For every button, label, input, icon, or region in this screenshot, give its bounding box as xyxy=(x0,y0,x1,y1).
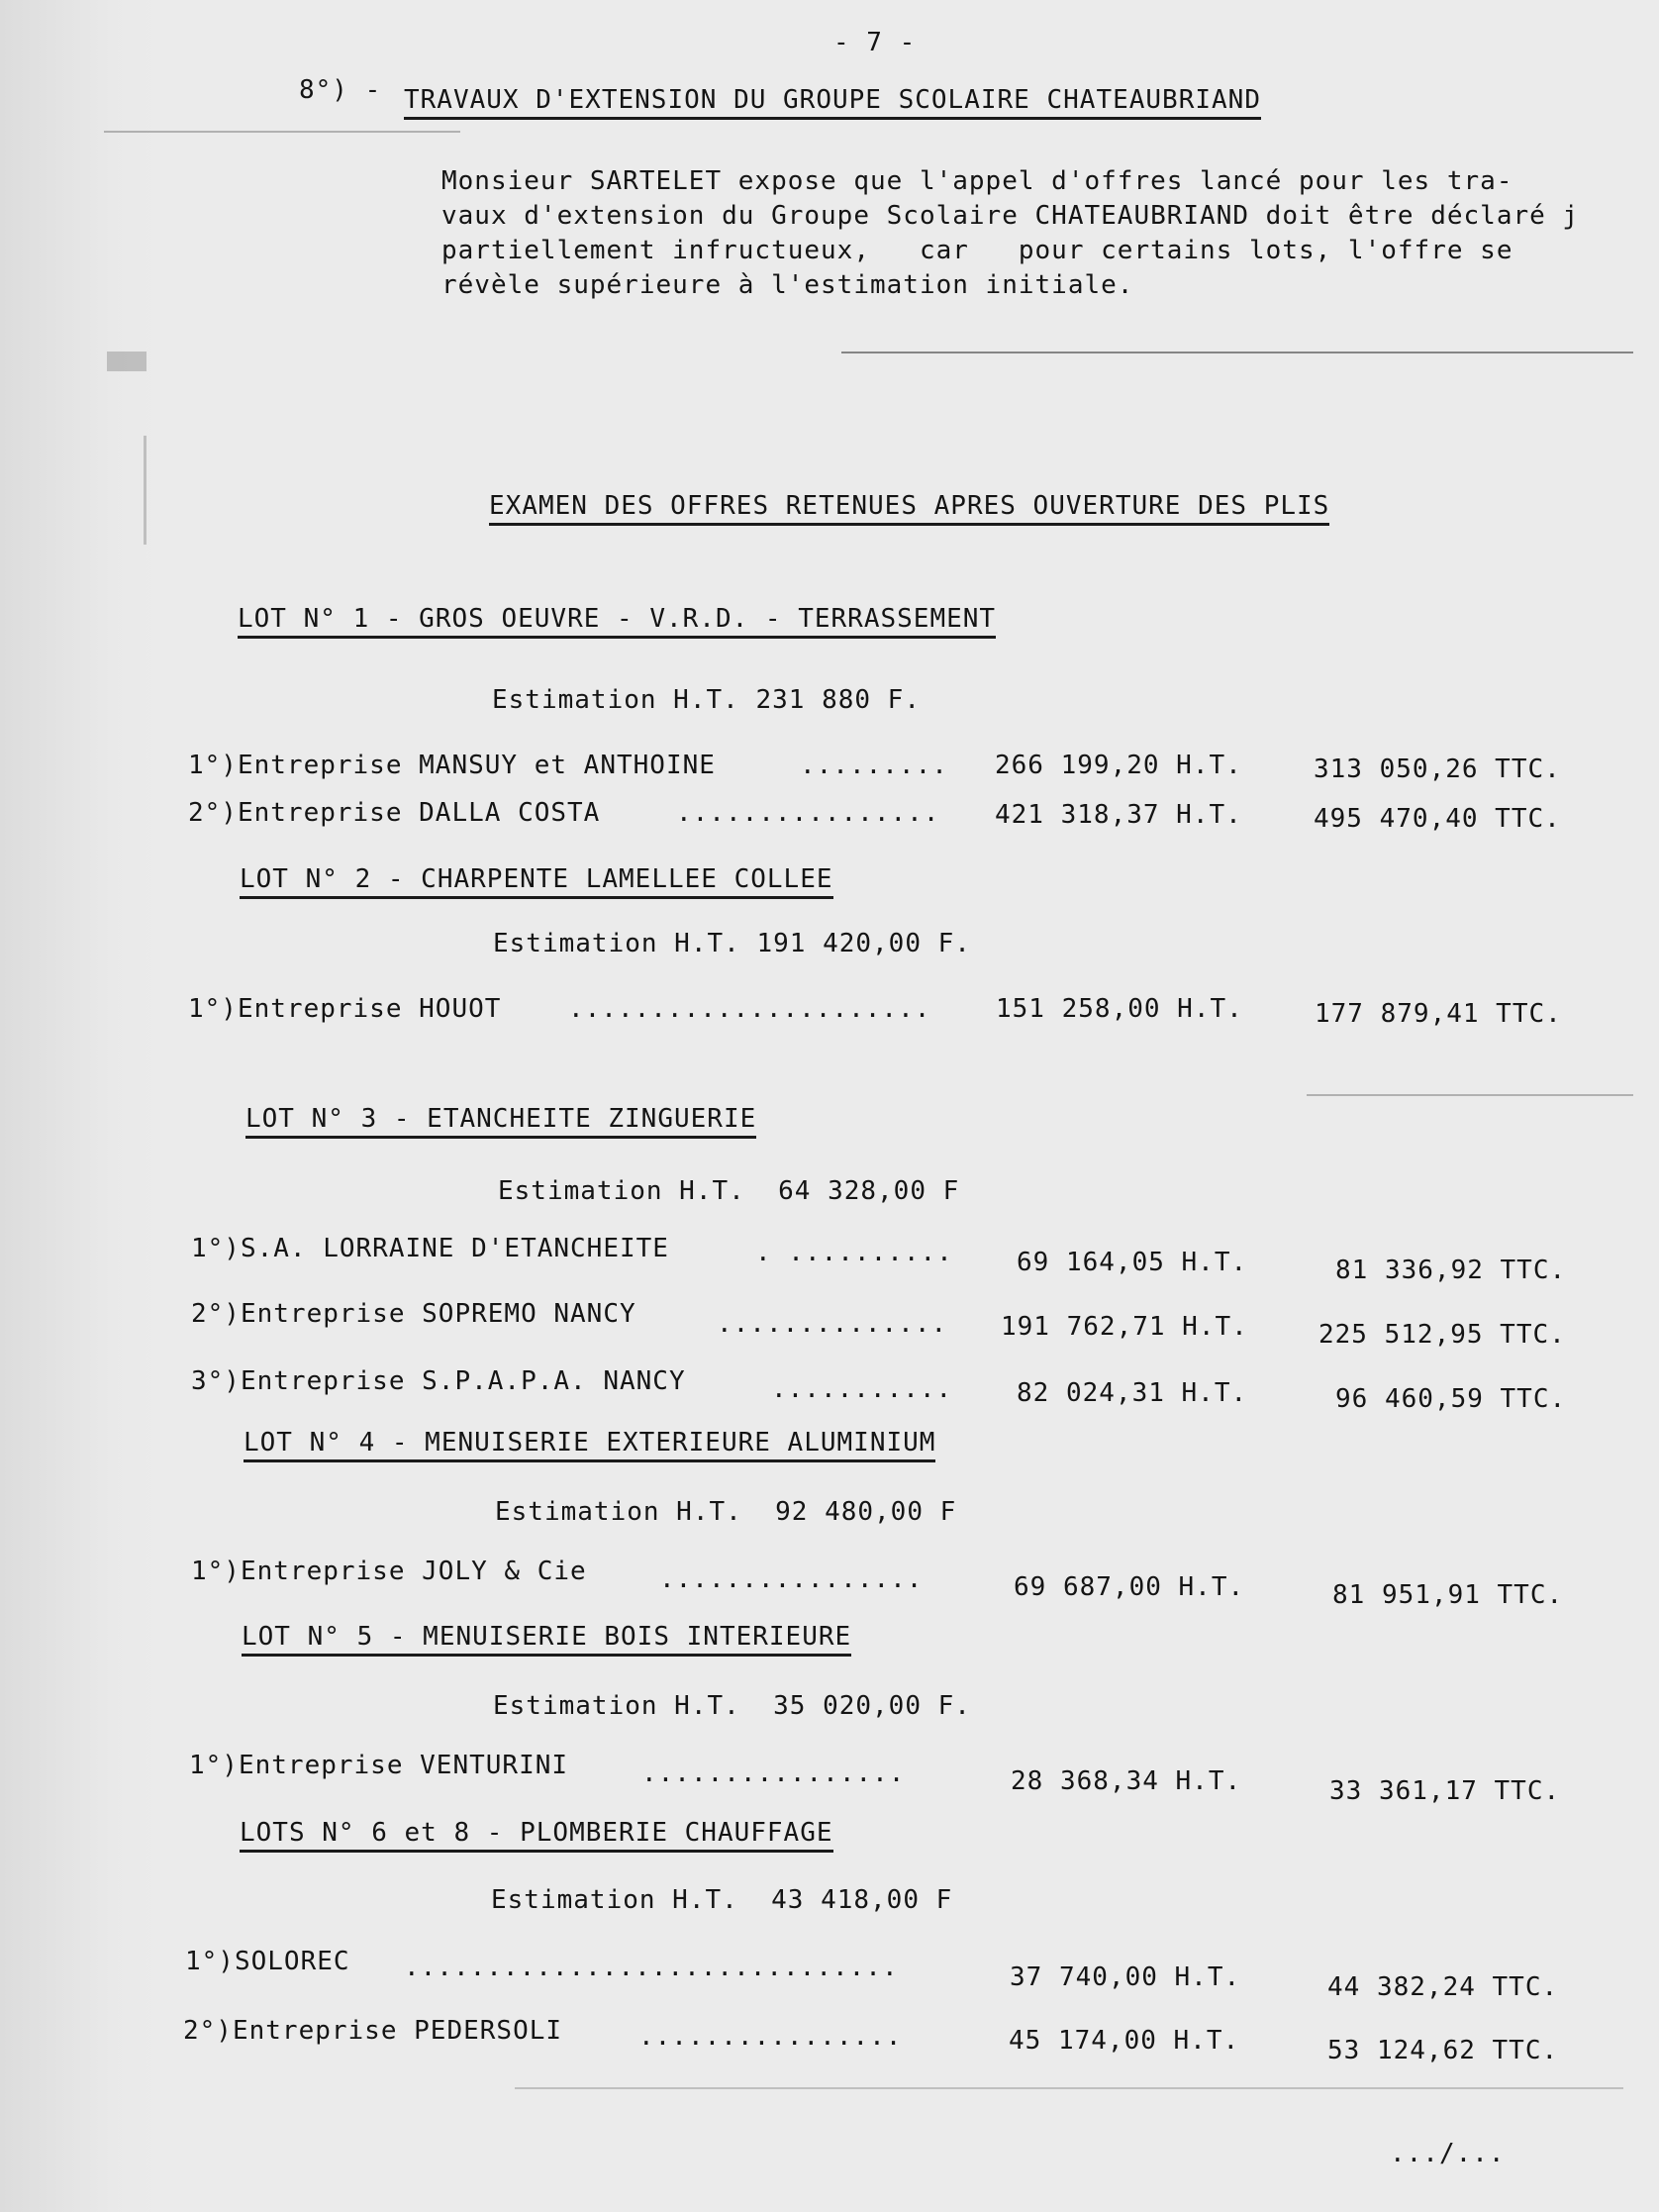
offer-name: 1°)SOLOREC xyxy=(185,1947,350,1976)
offer-ht: 191 762,71 H.T. xyxy=(1001,1312,1248,1342)
exam-title: EXAMEN DES OFFRES RETENUES APRES OUVERTURE DES PLIS xyxy=(489,491,1329,526)
intro-paragraph xyxy=(441,164,1619,303)
offer-ht: 28 368,34 H.T. xyxy=(1011,1766,1242,1796)
offer-ttc: 81 336,92 TTC. xyxy=(1335,1256,1567,1285)
paragraph-line: Monsieur SARTELET expose que l'appel d'offres lancé pour les tra- xyxy=(441,166,1513,196)
offer-leader: ................ xyxy=(638,2022,903,2052)
section-number: 8°) - xyxy=(299,75,382,105)
paragraph-line: révèle supérieure à l'estimation initiale. xyxy=(441,270,1134,300)
offer-leader: ................ xyxy=(641,1759,906,1788)
offer-ht: 45 174,00 H.T. xyxy=(1009,2026,1240,2056)
offer-name: 2°)Entreprise SOPREMO NANCY xyxy=(191,1299,636,1329)
fold-line xyxy=(515,2087,1623,2089)
scan-artifact xyxy=(107,352,146,371)
offer-ttc: 33 361,17 TTC. xyxy=(1329,1776,1561,1806)
lot-title: LOTS N° 6 et 8 - PLOMBERIE CHAUFFAGE xyxy=(240,1818,833,1853)
offer-ht: 151 258,00 H.T. xyxy=(996,994,1243,1024)
offer-ht: 266 199,20 H.T. xyxy=(995,751,1242,780)
offer-ht: 37 740,00 H.T. xyxy=(1010,1962,1241,1992)
offer-name: 2°)Entreprise DALLA COSTA xyxy=(188,798,601,828)
offer-name: 1°)Entreprise JOLY & Cie xyxy=(191,1557,587,1586)
lot-estimation: Estimation H.T. 191 420,00 F. xyxy=(493,929,971,958)
offer-ht: 82 024,31 H.T. xyxy=(1017,1378,1248,1408)
offer-ttc: 96 460,59 TTC. xyxy=(1335,1384,1567,1414)
offer-name: 1°)S.A. LORRAINE D'ETANCHEITE xyxy=(191,1234,669,1263)
offer-name: 1°)Entreprise VENTURINI xyxy=(189,1751,569,1780)
lot-estimation: Estimation H.T. 43 418,00 F xyxy=(491,1885,953,1915)
scan-shadow xyxy=(0,0,158,2212)
lot-estimation: Estimation H.T. 35 020,00 F. xyxy=(493,1691,971,1721)
fold-line xyxy=(1307,1094,1633,1096)
lot-title: LOT N° 4 - MENUISERIE EXTERIEURE ALUMINIUM xyxy=(244,1428,935,1462)
offer-name: 2°)Entreprise PEDERSOLI xyxy=(183,2016,563,2046)
lot-estimation: Estimation H.T. 92 480,00 F xyxy=(495,1497,957,1527)
offer-leader: .............................. xyxy=(404,1953,899,1982)
lot-title: LOT N° 1 - GROS OEUVRE - V.R.D. - TERRASSEMENT xyxy=(238,604,996,639)
lot-estimation: Estimation H.T. 64 328,00 F xyxy=(498,1176,960,1206)
offer-ttc: 177 879,41 TTC. xyxy=(1315,999,1562,1029)
continuation-mark: .../... xyxy=(1390,2139,1506,2168)
offer-leader: ...................... xyxy=(568,994,931,1024)
offer-leader: ................ xyxy=(659,1564,924,1594)
offer-leader: ......... xyxy=(800,751,948,780)
offer-ttc: 44 382,24 TTC. xyxy=(1327,1972,1559,2002)
offer-name: 3°)Entreprise S.P.A.P.A. NANCY xyxy=(191,1366,686,1396)
section-title: TRAVAUX D'EXTENSION DU GROUPE SCOLAIRE CHATEAUBRIAND xyxy=(404,85,1261,120)
offer-ttc: 225 512,95 TTC. xyxy=(1318,1320,1566,1350)
paragraph-line: vaux d'extension du Groupe Scolaire CHATEAUBRIAND doit être déclaré j xyxy=(441,201,1580,231)
offer-name: 1°)Entreprise MANSUY et ANTHOINE xyxy=(188,751,716,780)
paragraph-line: partiellement infructueux, car pour certains lots, l'offre se xyxy=(441,236,1513,265)
offer-ht: 421 318,37 H.T. xyxy=(995,800,1242,830)
lot-title: LOT N° 2 - CHARPENTE LAMELLEE COLLEE xyxy=(240,864,833,899)
lot-title: LOT N° 5 - MENUISERIE BOIS INTERIEURE xyxy=(242,1622,851,1657)
offer-ttc: 53 124,62 TTC. xyxy=(1327,2036,1559,2065)
offer-ht: 69 687,00 H.T. xyxy=(1014,1572,1245,1602)
fold-line xyxy=(104,131,460,133)
offer-leader: .............. xyxy=(717,1309,948,1339)
offer-leader: . .......... xyxy=(755,1238,953,1267)
fold-line xyxy=(841,352,1633,353)
offer-ttc: 81 951,91 TTC. xyxy=(1332,1580,1564,1610)
offer-name: 1°)Entreprise HOUOT xyxy=(188,994,502,1024)
page-number: - 7 - xyxy=(833,28,917,57)
lot-estimation: Estimation H.T. 231 880 F. xyxy=(492,685,921,715)
offer-ht: 69 164,05 H.T. xyxy=(1017,1248,1248,1277)
scan-artifact xyxy=(144,436,146,545)
offer-ttc: 313 050,26 TTC. xyxy=(1314,754,1561,784)
offer-leader: ................ xyxy=(676,798,940,828)
offer-leader: ........... xyxy=(771,1374,953,1404)
lot-title: LOT N° 3 - ETANCHEITE ZINGUERIE xyxy=(245,1104,756,1139)
offer-ttc: 495 470,40 TTC. xyxy=(1314,804,1561,834)
